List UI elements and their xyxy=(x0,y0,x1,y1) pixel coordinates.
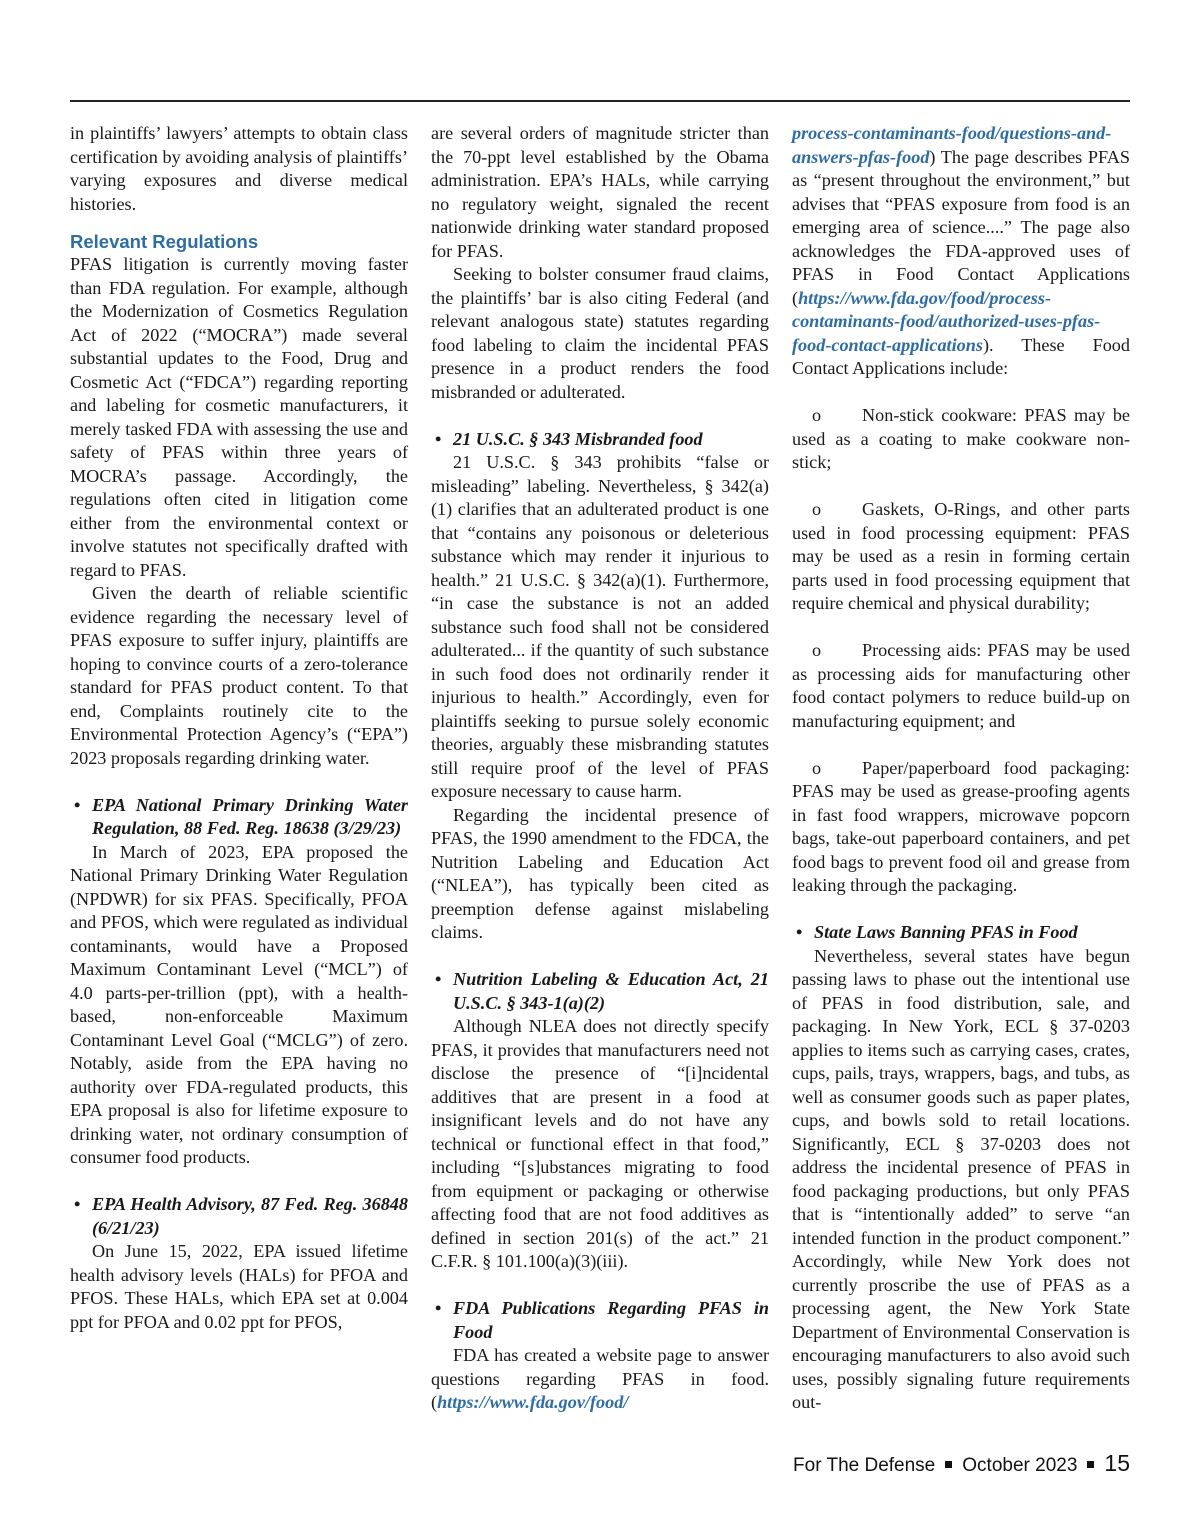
issue-date: October 2023 xyxy=(962,1455,1078,1476)
paragraph: Given the dearth of reliable scientific evidence regarding the necessary level of PFAS exposure to suffer injury, plaintiffs are hoping to convince courts of a zero-tolerance standard for PFAS product content. To that end, Complaints routinely cite to the Environmental Protection Agency’s (“EPA”) 2023 proposals regarding drinking water. xyxy=(70,583,408,768)
paragraph: FDA has created a website page to answer questions regarding PFAS in food. (https://www.fda.gov/food/ xyxy=(431,1345,769,1412)
column-1 xyxy=(70,122,408,1334)
paragraph: 21 U.S.C. § 343 prohibits “false or misleading” labeling. Nevertheless, § 342(a)(1) clarifies that an adulterated product is one that “contains any poisonous or deleterious substance which may render it injurious to health.” 21 U.S.C. § 342(a)(1). Furthermore, “in case the substance is not an added substance such food shall not be considered adulterated... if the quantity of such substance in such food does not ordinarily render it injurious to health.” Accordingly, even for plaintiffs seeking to pursue solely economic theories, arguably these misbranding statutes still require proof of the level of PFAS exposure necessary to cause harm. xyxy=(431,452,769,801)
page-number: 15 xyxy=(1104,1450,1130,1476)
bullet-heading: • FDA Publications Regarding PFAS in Food xyxy=(431,1297,769,1344)
paragraph: in plaintiffs’ lawyers’ attempts to obtain class certification by avoiding analysis of plaintiffs’ varying exposures and diverse medical histories. xyxy=(70,123,408,214)
bullet-icon: • xyxy=(74,1194,81,1214)
paragraph: Nevertheless, several states have begun passing laws to phase out the intentional use of PFAS in food distribution, sale, and packaging. In New York, ECL § 37-0203 applies to items such as carrying cases, crates, cups, pails, trays, wrappers, bags, and tubs, as well as consumer goods such as paper plates, cups, and bowls sold to retail locations. Significantly, ECL § 37-0203 does not address the incidental presence of PFAS in food packaging productions, but only PFAS that is “intentionally added” to serve “an intended function in the product component.” Accordingly, while New York does not currently proscribe the use of PFAS as a processing agent, the New York State Department of Environmental Conservation is encouraging manufacturers to also avoid such uses, possibly signaling future requirements out- xyxy=(792,945,1130,1412)
separator-square-icon xyxy=(1087,1461,1094,1468)
list-item: o Paper/paperboard food packaging: PFAS may be used as grease-proofing agents in fast food wrappers, microwave popcorn bags, take-out paperboard containers, and pet food bags to prevent food oil and grease from leaking through the packaging. xyxy=(792,757,1130,895)
fda-qa-link[interactable]: https://www.fda.gov/food/ xyxy=(437,1392,629,1412)
list-marker: o xyxy=(812,757,822,778)
bullet-icon: • xyxy=(796,922,803,942)
paragraph: process-contaminants-food/questions-and-answers-pfas-food) The page describes PFAS as “present throughout the environment,” but advises that “PFAS exposure from food is an emerging area of science....” The page also acknowledges the FDA-approved uses of PFAS in Food Contact Applications (https://www.fda.gov/food/process-contaminants-food/authorized-uses-pfas-food-contact-applications). These Food Contact Applications include: xyxy=(792,123,1130,378)
fda-food-contact-link[interactable]: https://www.fda.gov/food/process-contaminants-food/authorized-uses-pfas-food-contact-applications xyxy=(792,287,1101,355)
bullet-icon: • xyxy=(435,428,442,449)
section-heading: Relevant Regulations xyxy=(70,231,259,252)
bullet-icon: • xyxy=(435,969,442,989)
page-footer xyxy=(793,1450,1130,1477)
bullet-icon: • xyxy=(435,1298,442,1318)
column-3 xyxy=(792,122,1130,1415)
fda-qa-link-continued[interactable]: process-contaminants-food/questions-and-answers-pfas-food xyxy=(792,123,1112,167)
paragraph: PFAS litigation is currently moving faster than FDA regulation. For example, although the Modernization of Cosmetics Regulation Act of 2022 (“MOCRA”) made several substantial updates to the Food, Drug and Cosmetic Act (“FDCA”) regarding reporting and labeling for cosmetic manufacturers, it merely tasked FDA with assessing the use and safety of PFAS within three years of MOCRA’s passage. Accordingly, the regulations often cited in litigation come either from the environmental context or involve statutes not specifically drafted with regard to PFAS. xyxy=(70,254,408,580)
list-item: o Gaskets, O-Rings, and other parts used in food processing equipment: PFAS may be used as a resin in forming certain parts used in food processing equipment that require chemical and physical durability; xyxy=(792,499,1130,613)
paragraph: On June 15, 2022, EPA issued lifetime health advisory levels (HALs) for PFOA and PFOS. These HALs, which EPA set at 0.004 ppt for PFOA and 0.02 ppt for PFOS, xyxy=(70,1241,408,1332)
separator-square-icon xyxy=(945,1461,952,1468)
bullet-heading: • EPA National Primary Drinking Water Regulation, 88 Fed. Reg. 18638 (3/29/23) xyxy=(70,794,408,841)
paragraph: In March of 2023, EPA proposed the National Primary Drinking Water Regulation (NPDWR) for six PFAS. Specifically, PFOA and PFOS, which were regulated as individual contaminants, would have a Proposed Maximum Contaminant Level (“MCL”) of 4.0 parts-per-trillion (ppt), with a health-based, non-enforceable Maximum Contaminant Level Goal (“MCLG”) of zero. Notably, aside from the EPA having no authority over FDA-regulated products, this EPA proposal is also for lifetime exposure to drinking water, not ordinary consumption of consumer food products. xyxy=(70,841,408,1167)
list-marker: o xyxy=(812,499,822,519)
bullet-heading: • Nutrition Labeling & Education Act, 21 U.S.C. § 343-1(a)(2) xyxy=(431,968,769,1015)
paragraph: are several orders of magnitude stricter than the 70-ppt level established by the Obama administration. EPA’s HALs, while carrying no regulatory weight, signaled the recent nationwide drinking water standard proposed for PFAS. xyxy=(431,123,769,261)
list-item: o Processing aids: PFAS may be used as processing aids for manufacturing other food contact polymers to reduce build-up on manufacturing equipment; and xyxy=(792,640,1130,731)
bullet-icon: • xyxy=(74,794,81,815)
bullet-heading: • State Laws Banning PFAS in Food xyxy=(792,921,1130,945)
list-item: o Non-stick cookware: PFAS may be used as a coating to make cookware non-stick; xyxy=(792,405,1130,472)
list-marker: o xyxy=(812,640,822,660)
bullet-heading: • EPA Health Advisory, 87 Fed. Reg. 36848 (6/21/23) xyxy=(70,1193,408,1240)
paragraph: Regarding the incidental presence of PFAS, the 1990 amendment to the FDCA, the Nutrition Labeling and Education Act (“NLEA”), has typically been cited as preemption defense against mislabeling claims. xyxy=(431,804,769,942)
publication-name: For The Defense xyxy=(793,1455,936,1476)
column-2 xyxy=(431,122,769,1415)
list-marker: o xyxy=(812,405,822,425)
paragraph: Although NLEA does not directly specify PFAS, it provides that manufacturers need not disclose the presence of “[i]ncidental additives that are present in a food at insignificant levels and do not have any technical or functional effect in that food,” including “[s]ubstances migrating to food from equipment or packaging or otherwise affecting food that are not food additives as defined in section 201(s) of the act.” 21 C.F.R. § 101.100(a)(3)(iii). xyxy=(431,1016,769,1271)
bullet-heading: • 21 U.S.C. § 343 Misbranded food xyxy=(431,428,769,452)
top-rule xyxy=(70,100,1130,102)
paragraph: Seeking to bolster consumer fraud claims, the plaintiffs’ bar is also citing Federal (and relevant analogous state) statutes regarding food labeling to claim the incidental PFAS presence in a product renders the food misbranded or adulterated. xyxy=(431,264,769,402)
